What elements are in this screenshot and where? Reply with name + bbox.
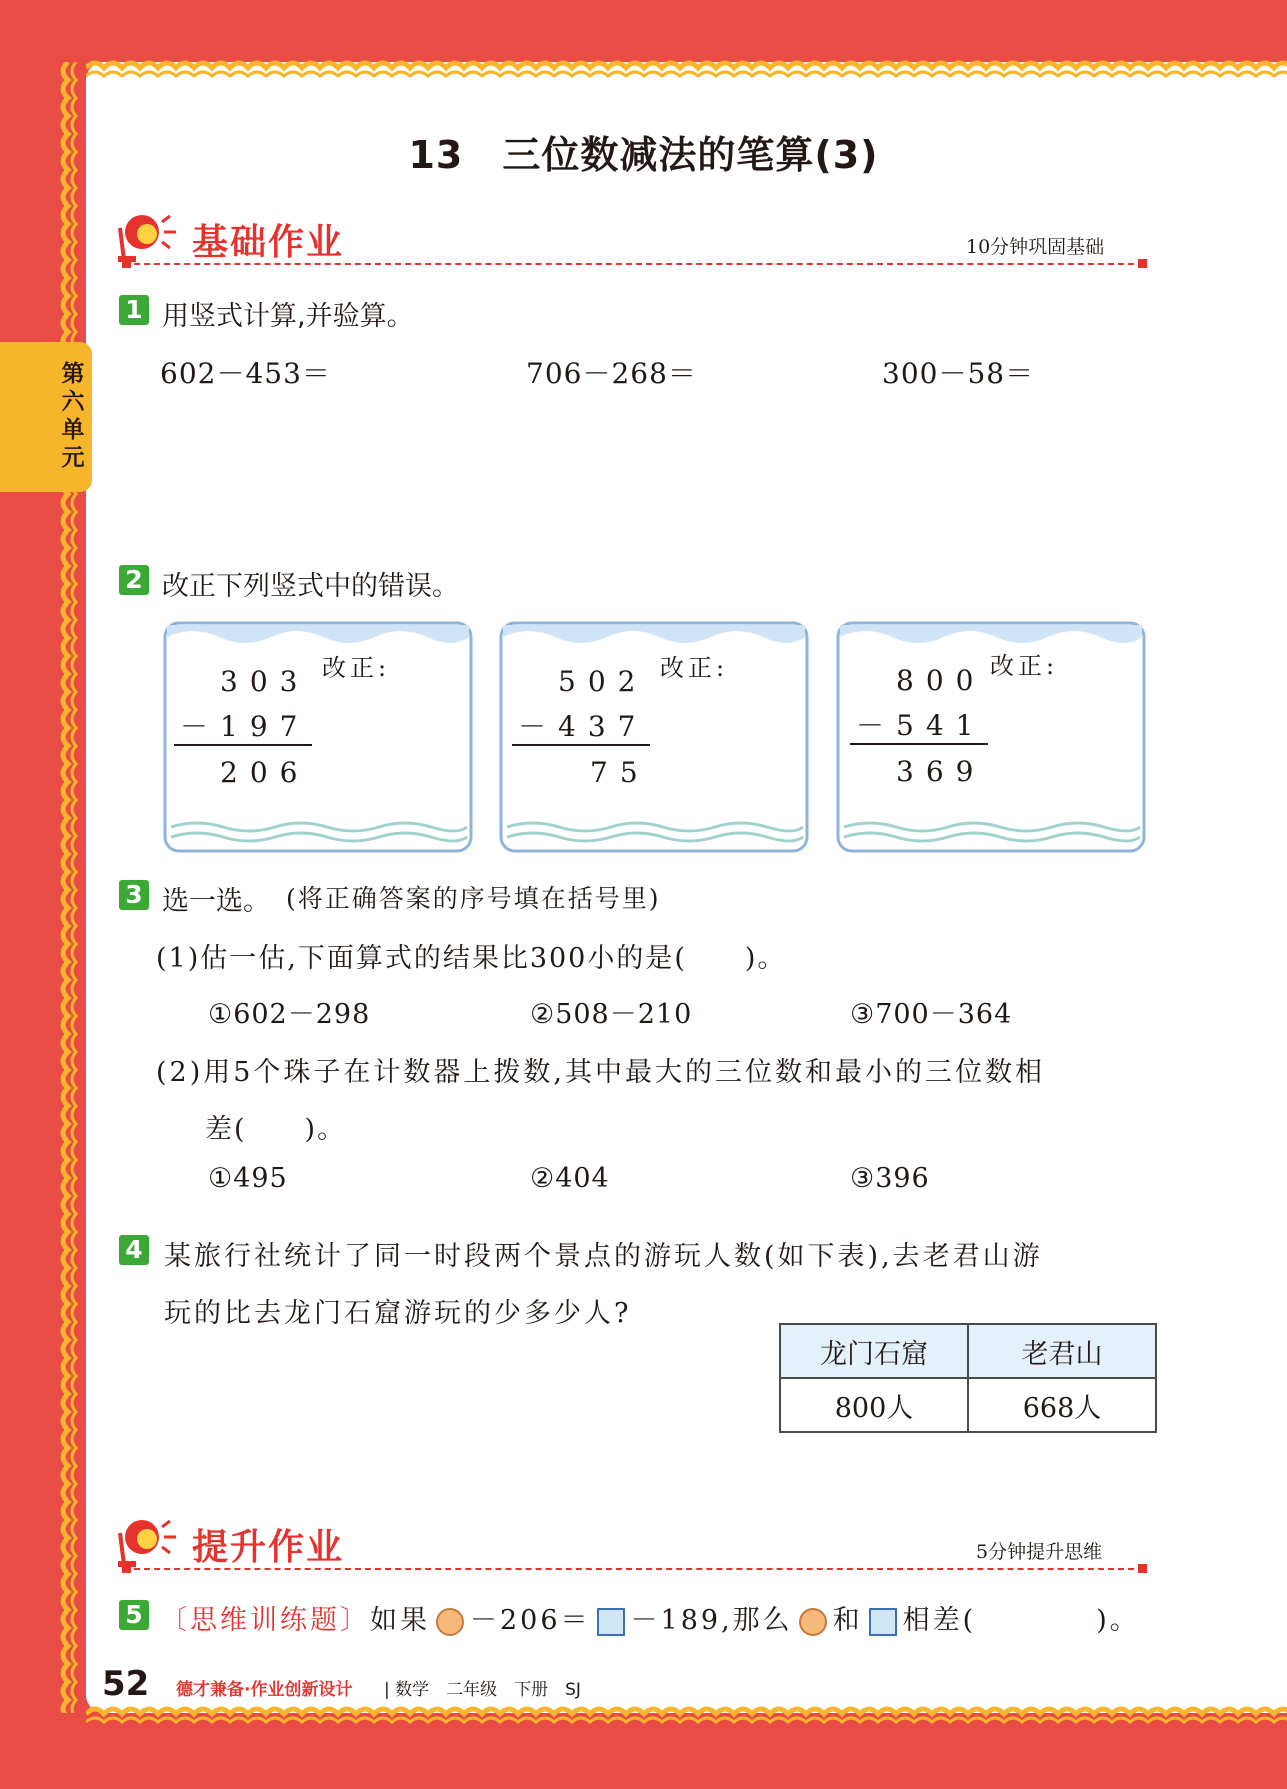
q5-tag: 〔思维训练题〕 [160,1605,370,1636]
q3-sub2-option-2: ②404 [530,1163,610,1194]
card-2-rule [512,744,650,746]
dash-end-left [122,1564,131,1573]
question-number-5: 5 [119,1600,149,1630]
question-number-2: 2 [119,565,149,595]
q3-sub2-line-1: (2)用5个珠子在计数器上拨数,其中最大的三位数和最小的三位数相 [156,1057,1046,1088]
book-info: | 数学 二年级 下册 SJ [384,1680,581,1700]
section-title-basic: 基础作业 [192,222,345,263]
table-header-longmen: 龙门石窟 [780,1324,968,1378]
dash-end-right [1138,1564,1147,1573]
card-3-minuend: 800 [896,664,986,697]
series-name: 德才兼备·作业创新设计 [176,1680,353,1700]
q3-sub1-option-3: ③700－364 [850,999,1013,1030]
card-3-fix-label: 改正: [990,652,1059,680]
table-value-laojunshan: 668人 [968,1378,1156,1432]
card-1-fix-label: 改正: [322,654,391,682]
question-4-line-2: 玩的比去龙门石窟游玩的少多少人? [164,1298,632,1329]
left-wave-border [48,62,84,1713]
q5-part-5: 相差( )。 [902,1605,1140,1636]
card-1-rule [174,744,312,746]
card-1-minuend: 303 [220,665,310,698]
lamp-icon [116,1515,182,1569]
question-4-line-1: 某旅行社统计了同一时段两个景点的游玩人数(如下表),去老君山游 [164,1241,1043,1272]
q3-sub2-line-2: 差( )。 [205,1114,347,1145]
page-number: 52 [102,1664,150,1704]
card-3-rule [850,743,988,745]
question-number-4: 4 [119,1235,149,1265]
q3-sub1-option-1: ①602－298 [208,999,371,1030]
unit-tab-label: 第六单元 [61,361,85,471]
q3-sub1-text: (1)估一估,下面算式的结果比300小的是( )。 [156,943,787,974]
card-1-subtrahend: －197 [180,710,310,743]
page-title: 13 三位数减法的笔算(3) [408,133,879,177]
section-divider-advanced [134,1568,1134,1570]
top-wave-border [86,48,1287,84]
section-subtitle-basic: 10分钟巩固基础 [966,236,1105,258]
section-subtitle-advanced: 5分钟提升思维 [976,1541,1103,1563]
card-2-result: 75 [590,756,650,789]
blue-square-icon [597,1608,625,1636]
orange-circle-icon [799,1608,827,1636]
orange-circle-icon [436,1608,464,1636]
question-number-3: 3 [119,880,149,910]
q5-part-1: 如果 [370,1605,430,1636]
question-3-text: 选一选。 [162,886,270,917]
card-3-result: 369 [896,755,986,788]
lamp-icon [116,210,182,264]
blue-square-icon [869,1608,897,1636]
question-2-text: 改正下列竖式中的错误。 [162,571,459,602]
q3-sub2-option-1: ①495 [208,1163,288,1194]
card-2-fix-label: 改正: [660,654,729,682]
section-title-advanced: 提升作业 [192,1527,345,1568]
q5-part-2: －206＝ [470,1605,591,1636]
card-1-result: 206 [220,756,310,789]
question-1-text: 用竖式计算,并验算。 [162,301,414,332]
q1-expression-1: 602－453＝ [160,357,331,390]
dash-end-right [1138,259,1147,268]
section-divider-basic [134,263,1134,265]
q5-part-4: 和 [832,1605,863,1636]
question-5-text [160,1598,1140,1637]
q1-expression-3: 300－58＝ [882,357,1035,390]
table-value-longmen: 800人 [780,1378,968,1432]
q1-expression-2: 706－268＝ [526,357,697,390]
q3-sub1-option-2: ②508－210 [530,999,693,1030]
q5-part-3: －189,那么 [630,1605,793,1636]
card-2-subtrahend: －437 [518,710,648,743]
card-2-minuend: 502 [558,665,648,698]
visitor-table [779,1323,1157,1433]
card-3-subtrahend: －541 [856,709,986,742]
question-number-1: 1 [119,295,149,325]
question-3-hint: (将正确答案的序号填在括号里) [286,884,661,913]
table-header-laojunshan: 老君山 [968,1324,1156,1378]
dash-end-left [122,259,131,268]
q3-sub2-option-3: ③396 [850,1163,930,1194]
bottom-wave-border [86,1700,1287,1736]
